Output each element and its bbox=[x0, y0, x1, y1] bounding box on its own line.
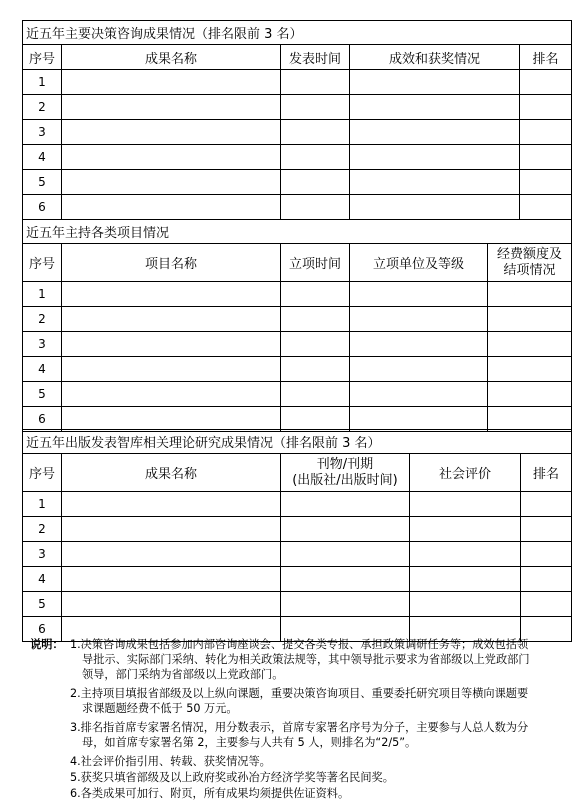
name-cell[interactable] bbox=[62, 145, 281, 170]
date-cell[interactable] bbox=[281, 145, 350, 170]
approval-unit-cell[interactable] bbox=[350, 332, 488, 357]
date-cell[interactable] bbox=[281, 120, 350, 145]
outcome-cell[interactable] bbox=[350, 195, 520, 220]
row-number: 1 bbox=[23, 282, 62, 307]
rank-cell[interactable] bbox=[520, 70, 572, 95]
approval-unit-cell[interactable] bbox=[350, 357, 488, 382]
evaluation-cell[interactable] bbox=[410, 592, 521, 617]
funding-cell[interactable] bbox=[488, 407, 572, 432]
rank-cell[interactable] bbox=[520, 120, 572, 145]
outcome-cell[interactable] bbox=[350, 170, 520, 195]
funding-cell[interactable] bbox=[488, 382, 572, 407]
rank-cell[interactable] bbox=[520, 145, 572, 170]
outcome-cell[interactable] bbox=[350, 120, 520, 145]
evaluation-cell[interactable] bbox=[410, 542, 521, 567]
note-item: 1.决策咨询成果包括参加内部咨询座谈会、提交各类专报、承担政策调研任务等；成效包括领 导批示、实际部门采纳、转化为相关政策法规等，其中领导批示要求为省部级以上党政部门 领导，部门采纳为省部级以上党政部门。 bbox=[70, 638, 530, 682]
row-number: 3 bbox=[23, 542, 62, 567]
funding-cell[interactable] bbox=[488, 282, 572, 307]
table-row bbox=[23, 70, 572, 95]
row-number: 4 bbox=[23, 567, 62, 592]
header-social-evaluation: 社会评价 bbox=[410, 454, 521, 492]
rank-cell[interactable] bbox=[520, 195, 572, 220]
approval-unit-cell[interactable] bbox=[350, 407, 488, 432]
header-journal: 刊物/刊期 (出版社/出版时间) bbox=[281, 454, 410, 492]
funding-cell[interactable] bbox=[488, 332, 572, 357]
row-number: 6 bbox=[23, 617, 62, 642]
row-number: 2 bbox=[23, 307, 62, 332]
outcome-cell[interactable] bbox=[350, 95, 520, 120]
table-row bbox=[23, 307, 572, 332]
project-name-cell[interactable] bbox=[62, 332, 281, 357]
name-cell[interactable] bbox=[62, 517, 281, 542]
note-item: 3.排名指首席专家署名情况，用分数表示，首席专家署名序号为分子，主要参与人总人数为分 母，如首席专家署名第 2，主要参与人共有 5 人，则排名为“2/5”。 bbox=[70, 721, 529, 750]
journal-cell[interactable] bbox=[281, 492, 410, 517]
approval-date-cell[interactable] bbox=[281, 282, 350, 307]
header-approval-unit: 立项单位及等级 bbox=[350, 244, 488, 282]
header-name: 成果名称 bbox=[62, 45, 281, 70]
header-outcome: 成效和获奖情况 bbox=[350, 45, 520, 70]
note-item: 5.获奖只填省部级及以上政府奖或孙冶方经济学奖等著名民间奖。 bbox=[70, 771, 394, 784]
project-name-cell[interactable] bbox=[62, 282, 281, 307]
name-cell[interactable] bbox=[62, 195, 281, 220]
rank-cell[interactable] bbox=[521, 567, 572, 592]
date-cell[interactable] bbox=[281, 170, 350, 195]
header-funding: 经费额度及 结项情况 bbox=[488, 244, 572, 282]
header-rank: 排名 bbox=[520, 45, 572, 70]
journal-cell[interactable] bbox=[281, 517, 410, 542]
row-number: 5 bbox=[23, 382, 62, 407]
table-row bbox=[23, 145, 572, 170]
evaluation-cell[interactable] bbox=[410, 492, 521, 517]
approval-date-cell[interactable] bbox=[281, 407, 350, 432]
table-row bbox=[23, 332, 572, 357]
table-row bbox=[23, 567, 572, 592]
name-cell[interactable] bbox=[62, 70, 281, 95]
row-number: 1 bbox=[23, 492, 62, 517]
table-row bbox=[23, 382, 572, 407]
table-row bbox=[23, 517, 572, 542]
approval-date-cell[interactable] bbox=[281, 332, 350, 357]
row-number: 4 bbox=[23, 145, 62, 170]
approval-unit-cell[interactable] bbox=[350, 382, 488, 407]
row-number: 5 bbox=[23, 592, 62, 617]
name-cell[interactable] bbox=[62, 120, 281, 145]
note-item: 2.主持项目填报省部级及以上纵向课题，重要决策咨询项目、重要委托研究项目等横向课题要 求课题题经费不低于 50 万元。 bbox=[70, 687, 529, 716]
outcome-cell[interactable] bbox=[350, 145, 520, 170]
funding-cell[interactable] bbox=[488, 307, 572, 332]
funding-cell[interactable] bbox=[488, 357, 572, 382]
outcome-cell[interactable] bbox=[350, 70, 520, 95]
approval-date-cell[interactable] bbox=[281, 307, 350, 332]
table-row bbox=[23, 492, 572, 517]
note-item: 4.社会评价指引用、转载、获奖情况等。 bbox=[70, 755, 271, 768]
table-row bbox=[23, 120, 572, 145]
project-name-cell[interactable] bbox=[62, 357, 281, 382]
decision-consulting-table bbox=[22, 20, 572, 220]
header-name: 成果名称 bbox=[62, 454, 281, 492]
project-name-cell[interactable] bbox=[62, 307, 281, 332]
header-index: 序号 bbox=[23, 244, 62, 282]
header-approval-date: 立项时间 bbox=[281, 244, 350, 282]
rank-cell[interactable] bbox=[521, 492, 572, 517]
notes-label: 说明： bbox=[30, 638, 64, 651]
publications-table bbox=[22, 429, 572, 642]
table-row bbox=[23, 542, 572, 567]
evaluation-cell[interactable] bbox=[410, 517, 521, 542]
table-row bbox=[23, 357, 572, 382]
projects-table bbox=[22, 219, 572, 432]
journal-cell[interactable] bbox=[281, 567, 410, 592]
name-cell[interactable] bbox=[62, 542, 281, 567]
date-cell[interactable] bbox=[281, 70, 350, 95]
name-cell[interactable] bbox=[62, 567, 281, 592]
section-title: 近五年主要决策咨询成果情况（排名限前 3 名） bbox=[23, 21, 572, 45]
section-title: 近五年主持各类项目情况 bbox=[23, 220, 572, 244]
rank-cell[interactable] bbox=[521, 542, 572, 567]
rank-cell[interactable] bbox=[521, 592, 572, 617]
project-name-cell[interactable] bbox=[62, 382, 281, 407]
row-number: 1 bbox=[23, 70, 62, 95]
approval-unit-cell[interactable] bbox=[350, 282, 488, 307]
approval-unit-cell[interactable] bbox=[350, 307, 488, 332]
name-cell[interactable] bbox=[62, 592, 281, 617]
name-cell[interactable] bbox=[62, 95, 281, 120]
table-row bbox=[23, 195, 572, 220]
row-number: 6 bbox=[23, 407, 62, 432]
header-index: 序号 bbox=[23, 45, 62, 70]
name-cell[interactable] bbox=[62, 492, 281, 517]
row-number: 5 bbox=[23, 170, 62, 195]
section-title: 近五年出版发表智库相关理论研究成果情况（排名限前 3 名） bbox=[23, 430, 572, 454]
header-rank: 排名 bbox=[521, 454, 572, 492]
date-cell[interactable] bbox=[281, 95, 350, 120]
table-row bbox=[23, 282, 572, 307]
table-row bbox=[23, 170, 572, 195]
rank-cell[interactable] bbox=[521, 517, 572, 542]
rank-cell[interactable] bbox=[520, 95, 572, 120]
table-row bbox=[23, 95, 572, 120]
table-row bbox=[23, 407, 572, 432]
evaluation-cell[interactable] bbox=[410, 567, 521, 592]
rank-cell[interactable] bbox=[520, 170, 572, 195]
row-number: 2 bbox=[23, 517, 62, 542]
approval-date-cell[interactable] bbox=[281, 382, 350, 407]
row-number: 3 bbox=[23, 120, 62, 145]
row-number: 3 bbox=[23, 332, 62, 357]
approval-date-cell[interactable] bbox=[281, 357, 350, 382]
row-number: 2 bbox=[23, 95, 62, 120]
header-project-name: 项目名称 bbox=[62, 244, 281, 282]
header-index: 序号 bbox=[23, 454, 62, 492]
header-date: 发表时间 bbox=[281, 45, 350, 70]
project-name-cell[interactable] bbox=[62, 407, 281, 432]
journal-cell[interactable] bbox=[281, 542, 410, 567]
date-cell[interactable] bbox=[281, 195, 350, 220]
table-row bbox=[23, 592, 572, 617]
row-number: 6 bbox=[23, 195, 62, 220]
row-number: 4 bbox=[23, 357, 62, 382]
journal-cell[interactable] bbox=[281, 592, 410, 617]
note-item: 6.各类成果可加行、附页，所有成果均须提供佐证资料。 bbox=[70, 787, 350, 800]
name-cell[interactable] bbox=[62, 170, 281, 195]
